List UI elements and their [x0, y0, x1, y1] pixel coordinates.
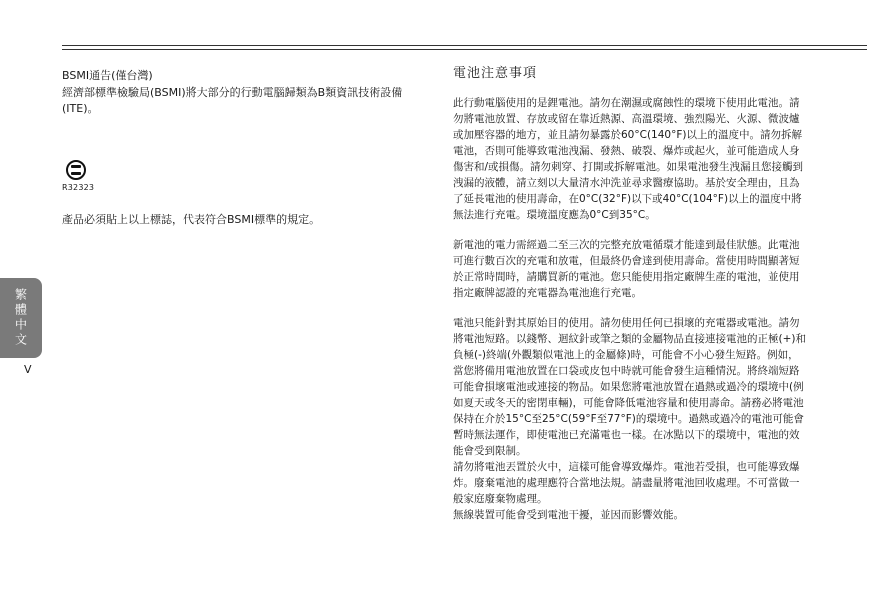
- header-rule-bottom: [62, 49, 867, 50]
- battery-precautions-heading: 電池注意事項: [453, 66, 538, 81]
- bsmi-logo-icon: [66, 160, 86, 180]
- battery-paragraph: 新電池的電力需經過二至三次的完整充放電循環才能達到最佳狀態。此電池可進行數百次的充電和放電，但最終仍會達到使用壽命。當使用時間顯著短於正常時間時，請購買新的電池。您只能使用指定廠牌生產的電池，並使用指定廠牌認證的充電器為電池進行充電。: [453, 239, 800, 299]
- bsmi-notice-description: 經濟部標準檢驗局(BSMI)將大部分的行動電腦歸類為B類資訊技術設備(ITE)。: [62, 86, 403, 115]
- bsmi-notice-section: [62, 68, 422, 117]
- battery-precautions-section: [453, 66, 809, 523]
- battery-paragraph: 此行動電腦使用的是鋰電池。請勿在潮濕或腐蝕性的環境下使用此電池。請勿將電池放置、存放或留在靠近熱源、高溫環境、強烈陽光、火源、微波爐或加壓容器的地方，並且請勿暴露於60°C(140°F)以上的溫度中。請勿拆解電池，否則可能導致電池洩漏、發熱、破裂、爆炸或起火，並可能造成人身傷害和/或損傷。請勿刺穿、打開或拆解電池。如果電池發生洩漏且您接觸到洩漏的液體，請立刻以大量清水沖洗並尋求醫療協助。基於安全理由，且為了延長電池的使用壽命，在0°C(32°F)以下或40°C(104°F)以上的溫度中將無法進行充電。環境溫度應為0°C到35°C。: [453, 97, 804, 221]
- language-side-tab-label: 繁體中文: [13, 288, 28, 348]
- bsmi-label-statement: 產品必須貼上以上標誌，代表符合BSMI標準的規定。: [62, 213, 321, 226]
- bsmi-notice-title: BSMI通告(僅台灣): [62, 69, 153, 82]
- page-number: V: [24, 363, 32, 376]
- battery-paragraph: 無線裝置可能會受到電池干擾，並因而影響效能。: [453, 509, 684, 521]
- bsmi-mark: [62, 160, 102, 193]
- bsmi-mark-code: R32323: [62, 183, 95, 192]
- battery-paragraph: 請勿將電池丟置於火中，這樣可能會導致爆炸。電池若受損，也可能導致爆炸。廢棄電池的處理應符合當地法規。請盡量將電池回收處理。不可當做一般家庭廢棄物處理。: [453, 461, 800, 505]
- language-side-tab: [0, 278, 42, 358]
- battery-paragraph: 電池只能針對其原始目的使用。請勿使用任何已損壞的充電器或電池。請勿將電池短路。以錢幣、迴紋針或筆之類的金屬物品直接連接電池的正極(+)和負極(-)終端(外觀類似電池上的金屬條)時，可能會不小心發生短路。例如，當您將備用電池放置在口袋或皮包中時就可能會發生這種情況。將終端短路可能會損壞電池或連接的物品。如果您將電池放置在過熱或過冷的環境中(例如夏天或冬天的密閉車輛)，可能會降低電池容量和使用壽命。請務必將電池保持在介於15°C至25°C(59°F至77°F)的環境中。過熱或過冷的電池可能會暫時無法運作，即使電池已充滿電也一樣。在冰點以下的環境中，電池的效能會受到限制。: [453, 317, 806, 457]
- header-rule-top: [62, 45, 867, 46]
